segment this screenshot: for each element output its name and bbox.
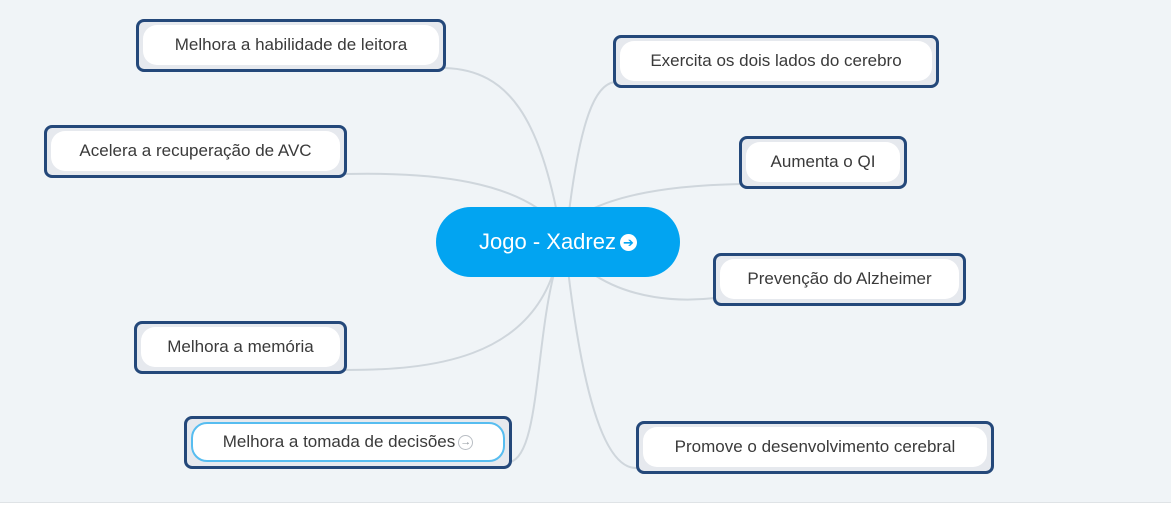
- arrow-circle-right-icon[interactable]: ➔: [620, 234, 637, 251]
- topic-cerebro[interactable]: [613, 35, 939, 88]
- topic-avc-label: Acelera a recuperação de AVC: [79, 141, 312, 160]
- connector-leitura: [445, 68, 560, 228]
- arrow-right-icon[interactable]: →: [460, 435, 472, 448]
- topic-memoria-label: Melhora a memória: [167, 337, 314, 356]
- connector-cerebro: [568, 82, 615, 220]
- bottom-bar: [0, 502, 1171, 506]
- topic-leitura-label: Melhora a habilidade de leitora: [174, 35, 408, 54]
- connector-desenvolvimento: [568, 270, 637, 468]
- central-topic[interactable]: [436, 207, 680, 277]
- topic-decisoes-label: Melhora a tomada de decisões: [222, 432, 456, 451]
- topic-qi-label: Aumenta o QI: [770, 152, 876, 171]
- topic-leitura[interactable]: [136, 19, 446, 72]
- topic-decisoes[interactable]: [184, 416, 512, 469]
- topic-desenvolvimento-label: Promove o desenvolvimento cerebral: [674, 437, 956, 456]
- topic-qi[interactable]: [739, 136, 907, 189]
- topic-avc[interactable]: [44, 125, 347, 178]
- topic-memoria[interactable]: [134, 321, 347, 374]
- connector-memoria: [345, 264, 556, 370]
- topic-cerebro-label: Exercita os dois lados do cerebro: [650, 51, 902, 70]
- topic-desenvolvimento[interactable]: [636, 421, 994, 474]
- topic-alzheimer-label: Prevenção do Alzheimer: [747, 269, 932, 288]
- central-topic-label: Jogo - Xadrez: [479, 229, 616, 254]
- connector-decisoes: [510, 266, 556, 462]
- topic-alzheimer[interactable]: [713, 253, 966, 306]
